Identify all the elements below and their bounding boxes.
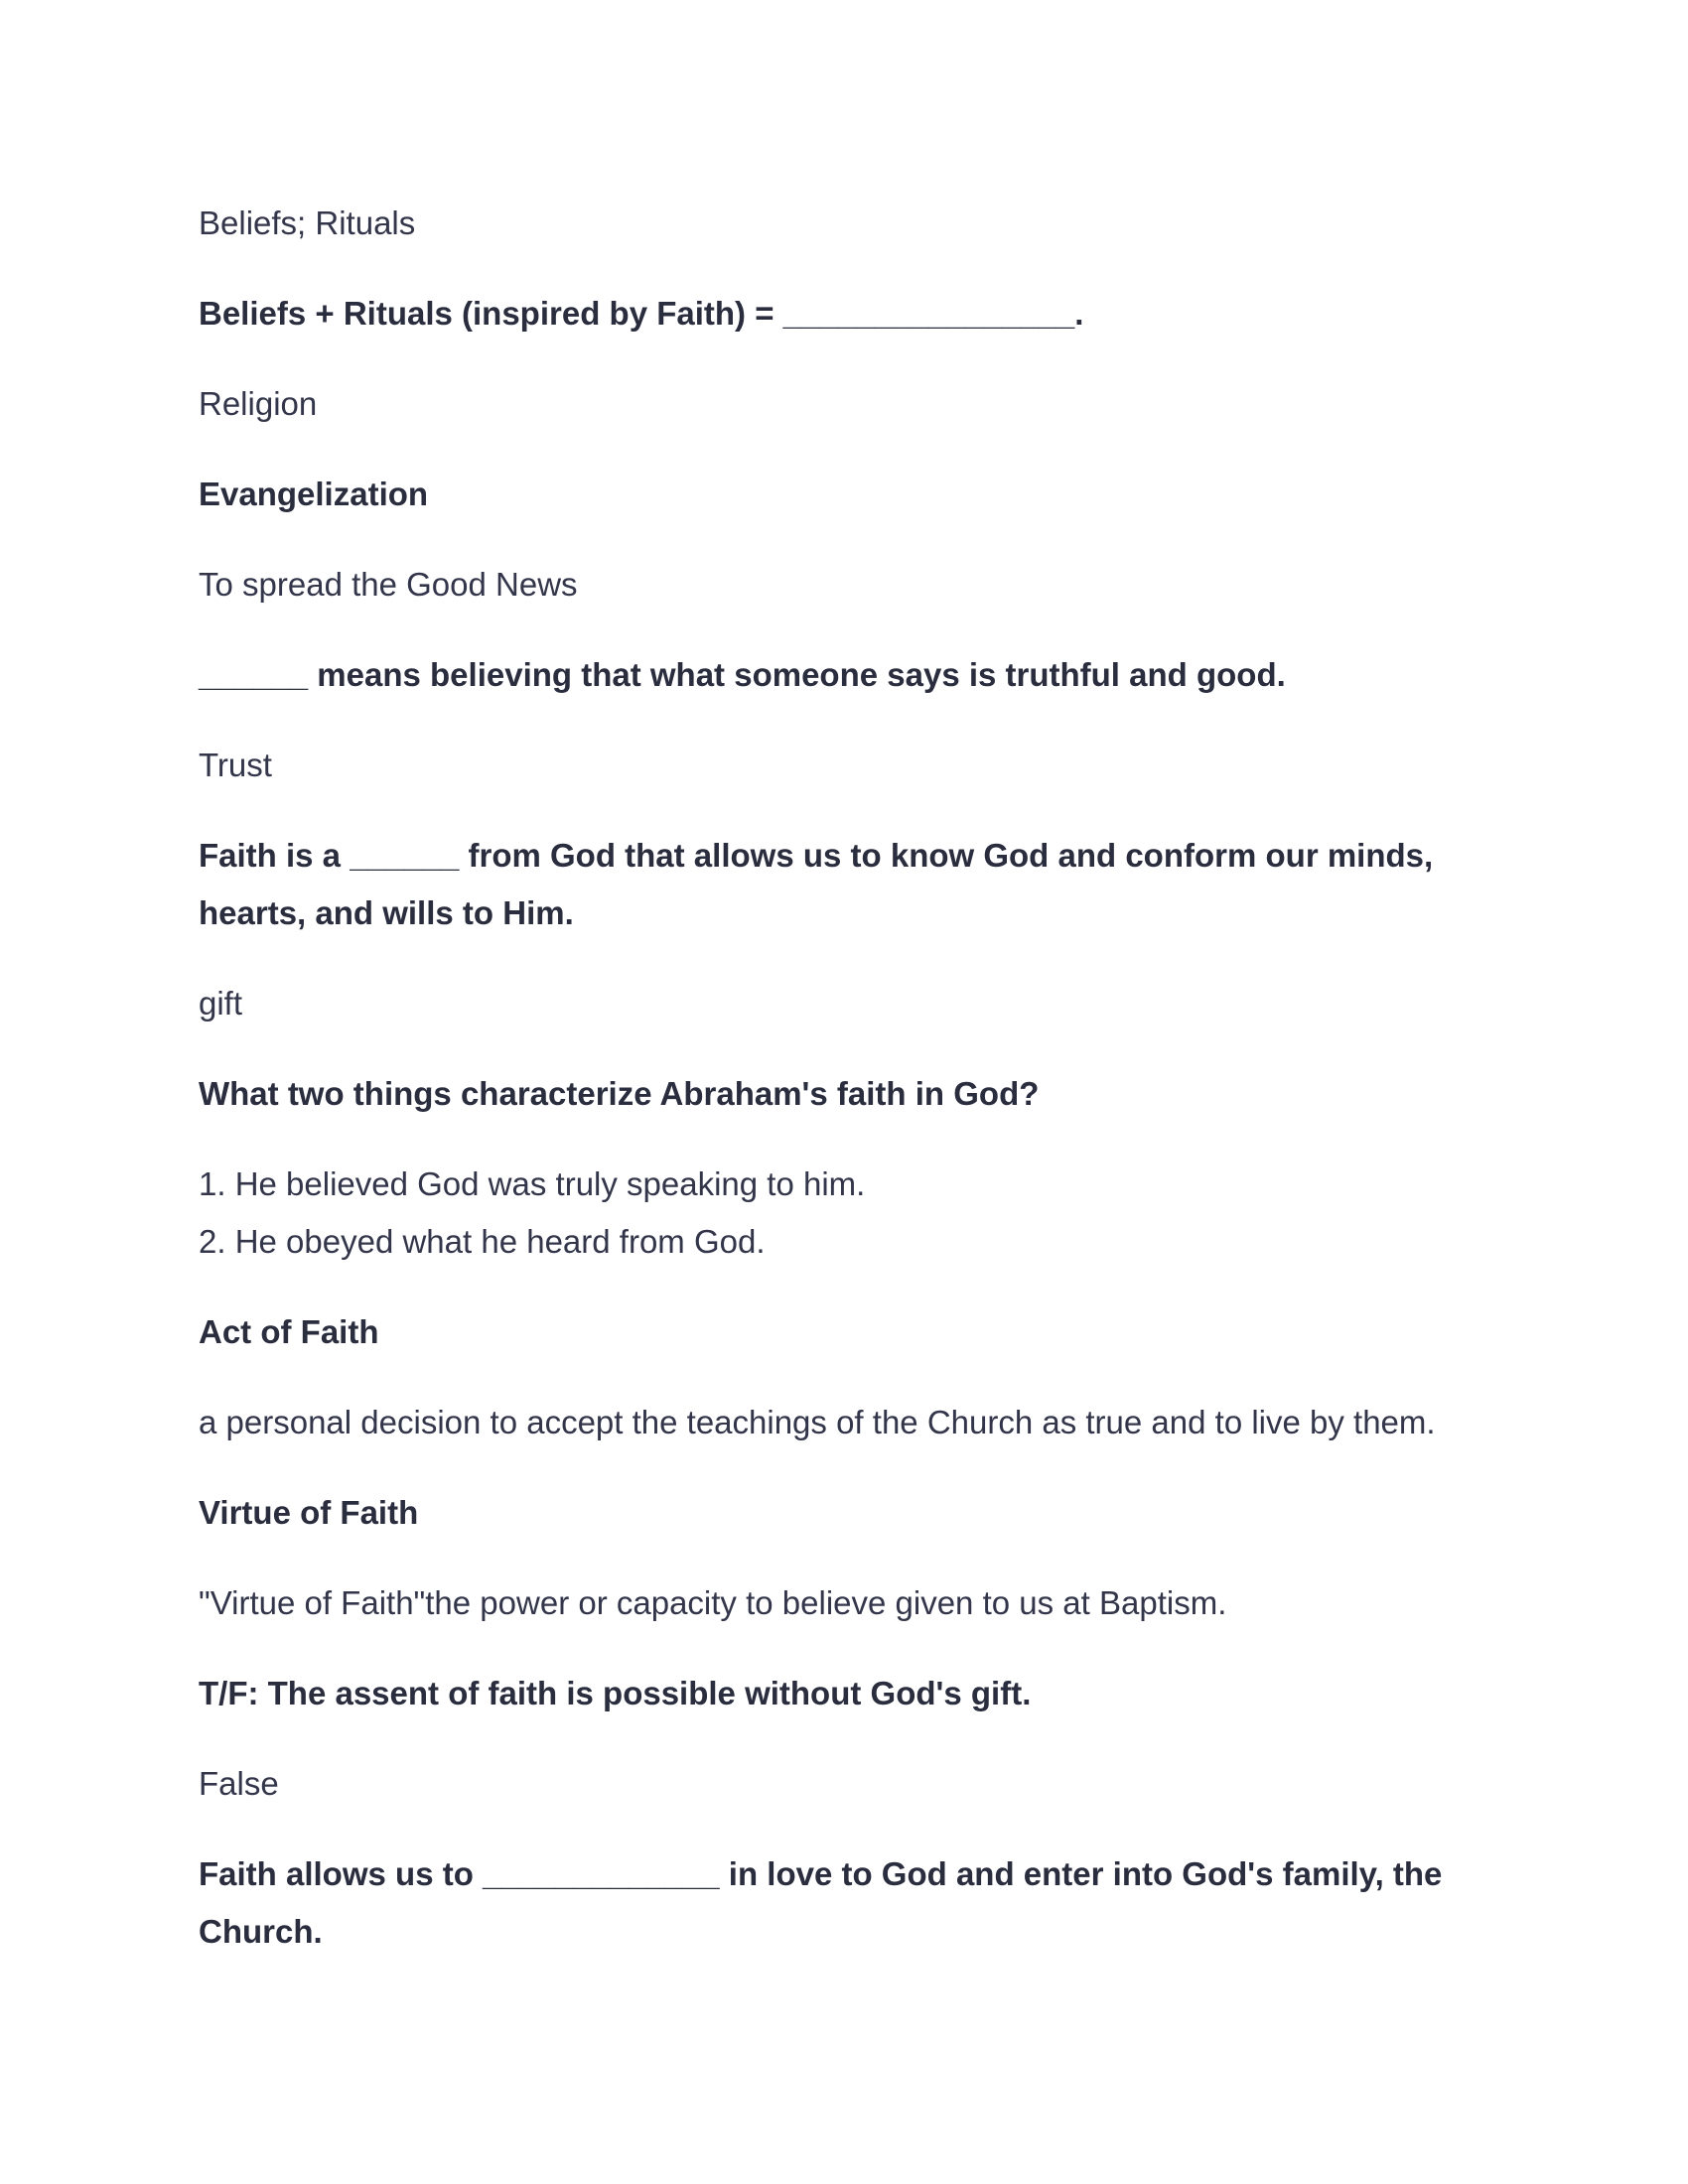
question-text: Virtue of Faith xyxy=(199,1494,419,1531)
question-text-line-2: hearts, and wills to Him. xyxy=(199,894,574,931)
question-text: ______ means believing that what someone says is truthful and good. xyxy=(199,656,1286,693)
question-text: What two things characterize Abraham's faith in God? xyxy=(199,1075,1040,1112)
answer-text: To spread the Good News xyxy=(199,566,578,603)
question-text-line-1: Faith is a ______ from God that allows us to know God and conform our minds, xyxy=(199,837,1434,874)
answer-text: "Virtue of Faith"the power or capacity to believe given to us at Baptism. xyxy=(199,1584,1227,1621)
answer-text-line-2: 2. He obeyed what he heard from God. xyxy=(199,1223,766,1260)
question-text-line-1: Faith allows us to _____________ in love to God and enter into God's family, the xyxy=(199,1855,1443,1892)
answer-text: Beliefs; Rituals xyxy=(199,205,416,241)
answer-text: Trust xyxy=(199,747,272,783)
answer-text: a personal decision to accept the teachings of the Church as true and to live by them. xyxy=(199,1404,1436,1440)
document-page xyxy=(199,195,1489,1961)
question-text: Act of Faith xyxy=(199,1313,379,1350)
answer-text-line-1: 1. He believed God was truly speaking to him. xyxy=(199,1165,866,1202)
question-text-line-2: Church. xyxy=(199,1913,323,1950)
answer-text: False xyxy=(199,1765,279,1802)
answer-text: gift xyxy=(199,985,243,1022)
answer-text: Religion xyxy=(199,385,318,422)
question-text: Evangelization xyxy=(199,476,429,512)
question-text: T/F: The assent of faith is possible without God's gift. xyxy=(199,1675,1032,1711)
question-text: Beliefs + Rituals (inspired by Faith) = ________________. xyxy=(199,295,1084,332)
